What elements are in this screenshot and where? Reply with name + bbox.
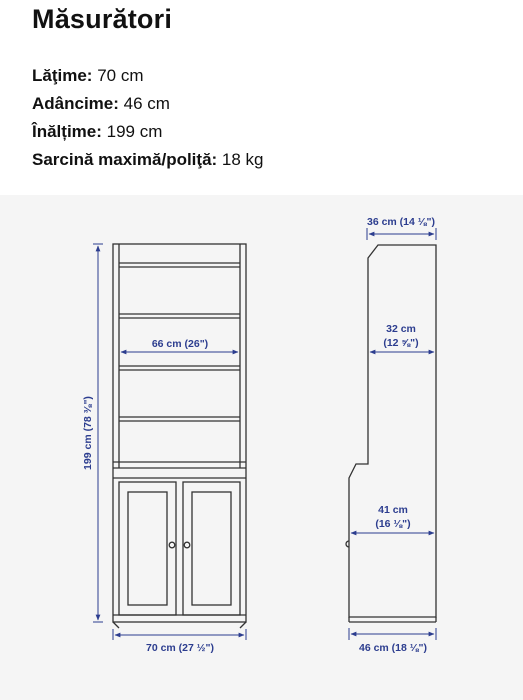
shelf-depth-cm-label: 32 cm [386,323,416,335]
shelf-depth-in-label: (12 ⅝") [383,337,419,349]
depth-label: 46 cm (18 ⅛") [358,642,428,654]
top-depth-label: 36 cm (14 ⅛") [366,216,436,228]
inner-width-label: 66 cm (26") [151,338,209,350]
spec-max-load [32,146,264,174]
page-title: Măsurători [32,4,173,34]
door-knob [169,542,175,548]
front-outline [113,244,246,622]
spec-label: Sarcină maximă/poliţă: [32,150,218,169]
spec-label: Lăţime: [32,66,93,85]
front-dimensions [93,244,246,640]
lower-depth-cm-label: 41 cm [378,504,408,516]
spec-value: 46 cm [118,94,170,113]
width-label: 70 cm (27 ½") [145,642,215,654]
shelves [113,263,246,468]
door-knob [184,542,190,548]
spec-width [32,62,264,90]
dimension-drawing [0,195,523,700]
spec-label: Adâncime: [32,94,119,113]
side-outline [349,245,436,617]
height-label: 199 cm (78 ⅜") [82,396,94,470]
spec-value: 199 cm [101,122,163,141]
side-dimensions [349,228,436,640]
lower-depth-in-label: (16 ⅛") [375,518,411,530]
spec-value: 18 kg [217,150,264,169]
spec-label: Înălțime: [32,122,102,141]
dimension-diagram [0,195,523,700]
side-view [346,245,436,622]
spec-list [32,62,264,174]
spec-depth [32,90,264,118]
spec-value: 70 cm [92,66,144,85]
front-view [113,244,246,628]
spec-height [32,118,264,146]
